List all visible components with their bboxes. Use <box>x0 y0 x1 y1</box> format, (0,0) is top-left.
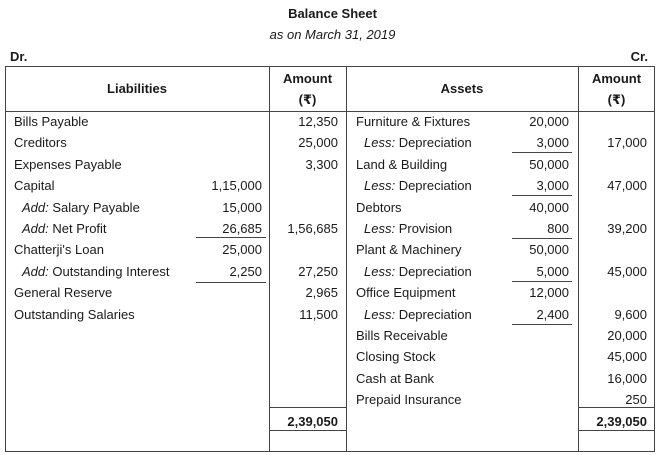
liability-label <box>14 178 54 193</box>
header-currency-left: (₹) <box>298 92 317 107</box>
header-currency-right: (₹) <box>607 92 626 107</box>
item-name: Depreciation <box>395 263 472 279</box>
inner-amount: 20,000 <box>529 114 569 129</box>
item-name: Office Equipment <box>356 285 456 301</box>
amount: 12,350 <box>298 114 338 129</box>
total-rule <box>269 407 346 408</box>
sheet-title: Balance Sheet <box>288 6 377 21</box>
inner-amount: 5,000 <box>536 263 569 279</box>
amount: 11,500 <box>299 306 338 322</box>
inner-total-rule <box>196 237 266 238</box>
column-divider <box>269 66 270 452</box>
item-name: Provision <box>395 221 453 236</box>
liability-label <box>14 307 135 322</box>
amount: 16,000 <box>607 370 647 386</box>
item-name: Chatterji's Loan <box>14 242 104 258</box>
asset-label <box>364 135 472 150</box>
asset-label <box>364 178 472 193</box>
amount: 47,000 <box>607 178 647 194</box>
inner-total-rule <box>512 238 572 239</box>
adjustment-prefix: Add: <box>22 263 49 279</box>
amount: 45,000 <box>607 263 647 279</box>
inner-total-rule <box>512 281 572 282</box>
item-name: Depreciation <box>395 306 472 322</box>
inner-amount: 3,000 <box>536 178 569 194</box>
item-name: Bills Receivable <box>356 328 448 343</box>
item-name: Prepaid Insurance <box>356 392 462 408</box>
adjustment-prefix: Less: <box>364 263 396 279</box>
inner-amount: 15,000 <box>222 199 262 215</box>
asset-label <box>356 349 435 364</box>
adjustment-prefix: Add: <box>22 199 49 215</box>
item-name: Debtors <box>356 199 402 215</box>
amount: 250 <box>625 392 647 408</box>
item-name: Furniture & Fixtures <box>356 114 471 129</box>
adjustment-prefix: Less: <box>364 135 396 151</box>
item-name: General Reserve <box>14 285 113 301</box>
asset-label <box>364 307 472 322</box>
item-name: Net Profit <box>48 221 107 236</box>
asset-label <box>364 221 452 236</box>
liability-label <box>22 200 140 215</box>
adjustment-prefix: Less: <box>364 306 396 322</box>
item-name: Plant & Machinery <box>356 242 462 258</box>
asset-label <box>356 371 434 386</box>
liability-label <box>14 114 88 129</box>
item-name: Land & Building <box>356 156 448 172</box>
column-divider <box>578 66 579 452</box>
liability-label <box>14 242 104 257</box>
asset-label <box>356 285 455 300</box>
liability-label <box>14 157 122 172</box>
total-rule <box>578 430 655 431</box>
item-name: Outstanding Interest <box>48 263 170 279</box>
amount: 27,250 <box>298 263 338 279</box>
header-amount-right: Amount <box>591 71 642 86</box>
inner-amount: 40,000 <box>529 199 569 215</box>
amount: 9,600 <box>614 306 647 322</box>
liability-label <box>14 285 112 300</box>
amount: 45,000 <box>607 349 647 365</box>
amount: 1,56,685 <box>287 221 338 236</box>
amount: 17,000 <box>607 135 647 151</box>
item-name: Depreciation <box>395 135 472 151</box>
inner-amount: 800 <box>547 221 569 236</box>
adjustment-prefix: Less: <box>364 178 396 194</box>
header-liabilities: Liabilities <box>107 81 167 96</box>
inner-amount: 12,000 <box>529 285 569 301</box>
item-name: Capital <box>14 178 55 194</box>
amount: 3,300 <box>305 156 338 172</box>
header-assets: Assets <box>440 81 484 96</box>
item-name: Bills Payable <box>14 114 89 129</box>
item-name: Outstanding Salaries <box>14 306 135 322</box>
item-name: Creditors <box>14 135 67 151</box>
inner-total-rule <box>512 152 572 153</box>
inner-amount: 26,685 <box>222 221 262 236</box>
inner-total-rule <box>512 195 572 196</box>
inner-amount: 50,000 <box>529 156 569 172</box>
debit-label: Dr. <box>10 49 28 64</box>
inner-total-rule <box>512 324 572 325</box>
asset-label <box>356 242 462 257</box>
asset-label <box>356 157 447 172</box>
amount: 2,965 <box>305 285 338 301</box>
item-name: Closing Stock <box>356 349 436 365</box>
header-divider <box>5 111 655 112</box>
asset-label <box>364 264 472 279</box>
header-amount-left: Amount <box>282 71 333 86</box>
inner-amount: 2,400 <box>536 306 569 322</box>
asset-label <box>356 200 402 215</box>
sheet-date: as on March 31, 2019 <box>269 27 396 42</box>
asset-label <box>356 328 448 343</box>
inner-amount: 1,15,000 <box>211 178 262 194</box>
adjustment-prefix: Add: <box>22 221 49 236</box>
amount: 20,000 <box>607 328 647 343</box>
item-name: Expenses Payable <box>14 156 122 172</box>
item-name: Cash at Bank <box>356 370 435 386</box>
liability-label <box>22 221 107 236</box>
column-divider <box>346 66 347 452</box>
total-assets: 2,39,050 <box>596 414 647 429</box>
asset-label <box>356 114 470 129</box>
total-liabilities: 2,39,050 <box>287 414 338 429</box>
item-name: Depreciation <box>395 178 472 194</box>
credit-label: Cr. <box>630 49 648 64</box>
inner-amount: 2,250 <box>229 263 262 279</box>
liability-label <box>22 264 169 279</box>
total-rule <box>269 430 346 431</box>
inner-total-rule <box>196 282 266 283</box>
inner-amount: 3,000 <box>536 135 569 151</box>
amount: 39,200 <box>607 221 647 236</box>
item-name: Salary Payable <box>48 199 140 215</box>
liability-label <box>14 135 67 150</box>
amount: 25,000 <box>298 135 338 151</box>
asset-label <box>356 392 462 407</box>
inner-amount: 25,000 <box>222 242 262 258</box>
adjustment-prefix: Less: <box>364 221 396 236</box>
inner-amount: 50,000 <box>529 242 569 258</box>
